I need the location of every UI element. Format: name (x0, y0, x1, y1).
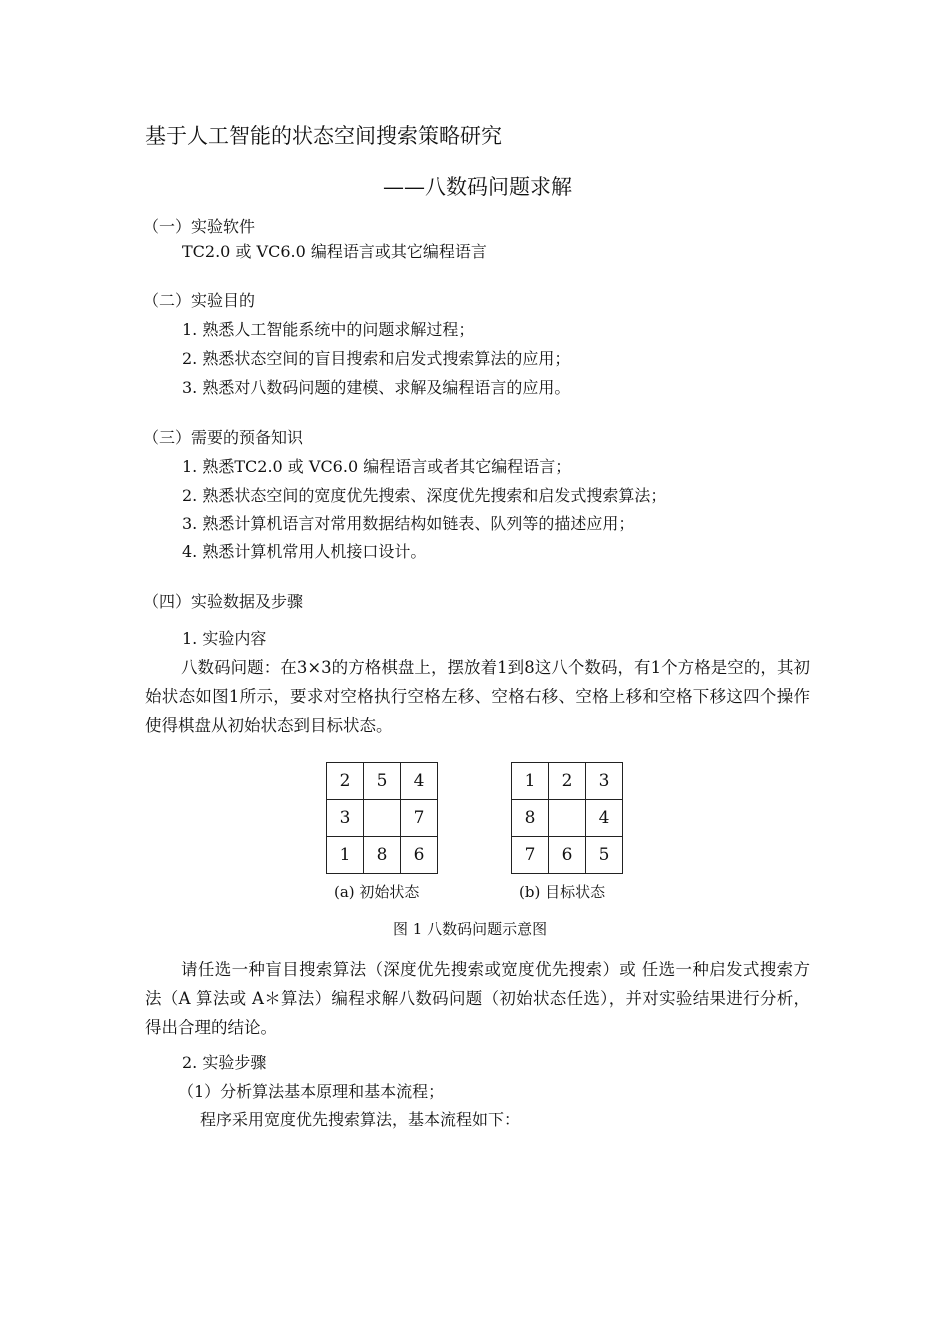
cell: 8 (512, 800, 549, 837)
cell: 6 (401, 837, 438, 874)
cell (364, 800, 401, 837)
cell (549, 800, 586, 837)
section1-heading: （一）实验软件 (143, 217, 256, 236)
document-title: 基于人工智能的状态空间搜索策略研究 (145, 124, 502, 148)
section3-item: 2. 熟悉状态空间的宽度优先搜索、深度优先搜索和启发式搜索算法； (182, 486, 667, 505)
section3-item: 3. 熟悉计算机语言对常用数据结构如链表、队列等的描述应用； (182, 514, 635, 533)
cell: 7 (401, 800, 438, 837)
section2-heading: （二）实验目的 (143, 291, 256, 310)
section4-sub2: 2. 实验步骤 (182, 1053, 267, 1072)
section3-item: 1. 熟悉TC2.0 或 VC6.0 编程语言或者其它编程语言； (182, 457, 572, 476)
section3-item: 4. 熟悉计算机常用人机接口设计。 (182, 542, 427, 561)
figure-caption-a: (a) 初始状态 (334, 883, 420, 901)
section4-para1: 八数码问题：在3×3的方格棋盘上，摆放着1到8这八个数码，有1个方格是空的，其初始状态如图1所示，要求对空格执行空格左移、空格右移、空格上移和空格下移这四个操作使得棋盘从初始状态到目标状态。 (145, 658, 810, 735)
cell: 3 (586, 763, 623, 800)
cell: 4 (401, 763, 438, 800)
section4-sub1: 1. 实验内容 (182, 629, 267, 648)
figure-caption: 图 1 八数码问题示意图 (393, 920, 548, 938)
cell: 2 (549, 763, 586, 800)
cell: 2 (327, 763, 364, 800)
section2-item: 3. 熟悉对八数码问题的建模、求解及编程语言的应用。 (182, 378, 571, 397)
cell: 7 (512, 837, 549, 874)
cell: 5 (364, 763, 401, 800)
section4-heading: （四）实验数据及步骤 (143, 592, 304, 611)
cell: 3 (327, 800, 364, 837)
puzzle-goal-grid (511, 762, 623, 874)
section3-heading: （三）需要的预备知识 (143, 428, 304, 447)
cell: 1 (512, 763, 549, 800)
section1-line: TC2.0 或 VC6.0 编程语言或其它编程语言 (182, 242, 487, 261)
section4-para2: 请任选一种盲目搜索算法（深度优先搜索或宽度优先搜索）或 任选一种启发式搜索方法（A 算法或 A＊算法）编程求解八数码问题（初始状态任选），并对实验结果进行分析，得出合理的结论。 (145, 960, 810, 1037)
cell: 8 (364, 837, 401, 874)
section2-item: 1. 熟悉人工智能系统中的问题求解过程； (182, 320, 475, 339)
section4-step1: （1）分析算法基本原理和基本流程； (178, 1082, 445, 1101)
puzzle-initial-grid (326, 762, 438, 874)
cell: 6 (549, 837, 586, 874)
section4-step1-text: 程序采用宽度优先搜索算法，基本流程如下： (200, 1110, 521, 1129)
cell: 4 (586, 800, 623, 837)
document-subtitle: ——八数码问题求解 (383, 175, 572, 199)
cell: 1 (327, 837, 364, 874)
figure-caption-b: (b) 目标状态 (519, 883, 606, 901)
section2-item: 2. 熟悉状态空间的盲目搜索和启发式搜索算法的应用； (182, 349, 571, 368)
cell: 5 (586, 837, 623, 874)
